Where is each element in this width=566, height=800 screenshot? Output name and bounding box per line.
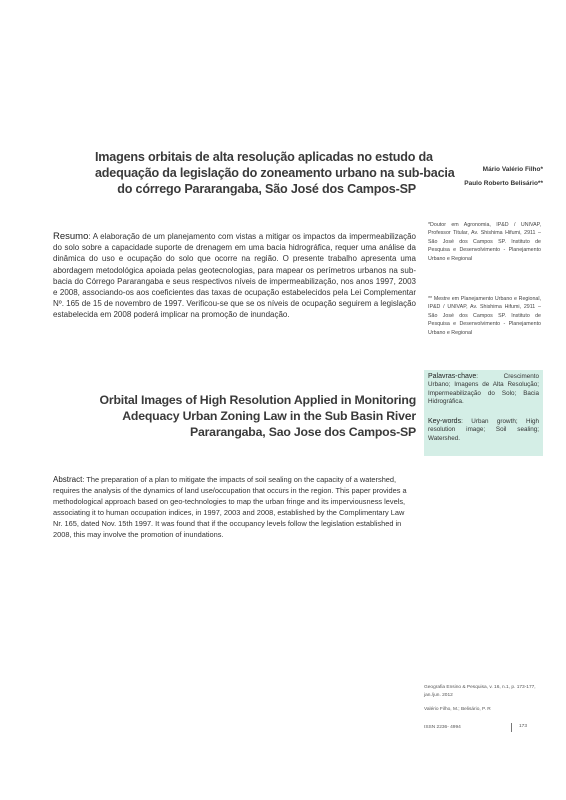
abstract-pt-text: : A elaboração de um planejamento com vistas a mitigar os impactos da impermeabilização do solo sobre a capacidade suporte de drenagem em uma bacia hidrográfica, requer uma análise da dinâmica do uso e ocupação do solo que ocorre na região. O presente trabalho apresenta uma abordagem metodológica apoiada pelas geotecnologias, para mapear os perímetros urbanos na sub-bacia do Córrego Pararangaba e seus respectivos níveis de impermeabilização, nos anos 1997, 2003 e 2008, associando-os aos coeficientes das taxas de ocupação estabelecidos pela Lei Complementar Nº. 165 de 15 de novembro de 1997. Verificou-se que se os níveis de ocupação seguirem a legislação estabelecida em 2008 poderá implicar na promoção de inundação.	[53, 232, 416, 320]
keywords-pt-label: Palavras-chave	[428, 373, 477, 380]
title-en-line-2: Adequacy Urban Zoning Law in the Sub Basin River	[122, 409, 416, 424]
author-2: Paulo Roberto Belisário**	[464, 180, 543, 187]
affiliation-1: *Doutor em Agronomia, IP&D / UNIVAP, Professor Titular, Av. Shishima Hifumi, 2911 – São José dos Campos SP. Instituto de Pesquisa e Desenvolvimento - Planejamento Urbano e Regional	[428, 222, 541, 262]
abstract-portuguese	[53, 231, 416, 321]
abstract-english	[53, 474, 414, 541]
abstract-en-text: : The preparation of a plan to mitigate the impacts of soil sealing on the capacity of a watershed, requires the analysis of the dynamics of land use/occupation that occurs in the region. This paper provides a methodological approach based on geo-technologies to map the urban fringe and its imperviousness levels, associating it to human occupation indices, in 1997, 2003 and 2008, established by the Complimentary Law Nr. 165, dated Nov. 15th 1997. It was found that if the occupancy levels follow the legislation established in 2008, this may involve the promotion of inundations.	[53, 475, 407, 540]
author-1: Mário Valério Filho*	[482, 166, 543, 173]
footer-journal: Geografia Ensino & Pesquisa, v. 16, n.1, p. 173-177, jan./jun. 2012	[424, 685, 536, 698]
keywords-en-label: Key-words	[428, 418, 462, 425]
keywords-en	[428, 418, 539, 443]
abstract-pt-label: Resumo	[53, 231, 89, 242]
title-pt-line-1: Imagens orbitais de alta resolução aplicadas no estudo da	[95, 150, 433, 164]
title-pt-line-3: do córrego Pararangaba, São José dos Campos-SP	[117, 182, 416, 196]
page-number: 173	[519, 724, 528, 729]
authors	[425, 163, 543, 191]
title-en-line-3: Pararangaba, Sao Jose dos Campos-SP	[189, 425, 416, 440]
affiliation-2: ** Mestre em Planejamento Urbano e Regional, IP&D / UNIVAP, Av. Shishima Hifumi, 2911 – São José dos Campos SP. Instituto de Pesquisa e Desenvolvimento - Planejamento Urbano e Regional	[428, 296, 541, 336]
keywords-pt	[428, 373, 539, 406]
footer-issn: ISSN 2236- 4994	[424, 725, 461, 730]
keywords-pt-text: : Crescimento Urbano; Imagens de Alta Resolução; Impermeabilização do Solo; Bacia Hidrográfica.	[428, 373, 539, 405]
abstract-en-label: Abstract	[53, 475, 83, 484]
title-portuguese	[95, 149, 455, 197]
title-pt-line-2: adequação da legislação do zoneamento urbano na sub-bacia	[95, 166, 455, 180]
footer-citation: Valério Filho, M.; Belisário, P. R	[424, 707, 491, 712]
keywords-en-text: : Urban growth; High resolution image; Soil sealing; Watershed.	[428, 418, 539, 442]
page-number-divider	[511, 723, 512, 732]
title-english	[95, 392, 416, 441]
keywords-box	[424, 370, 543, 456]
title-en-line-1: Orbital Images of High Resolution Applied in Monitoring	[99, 393, 416, 407]
